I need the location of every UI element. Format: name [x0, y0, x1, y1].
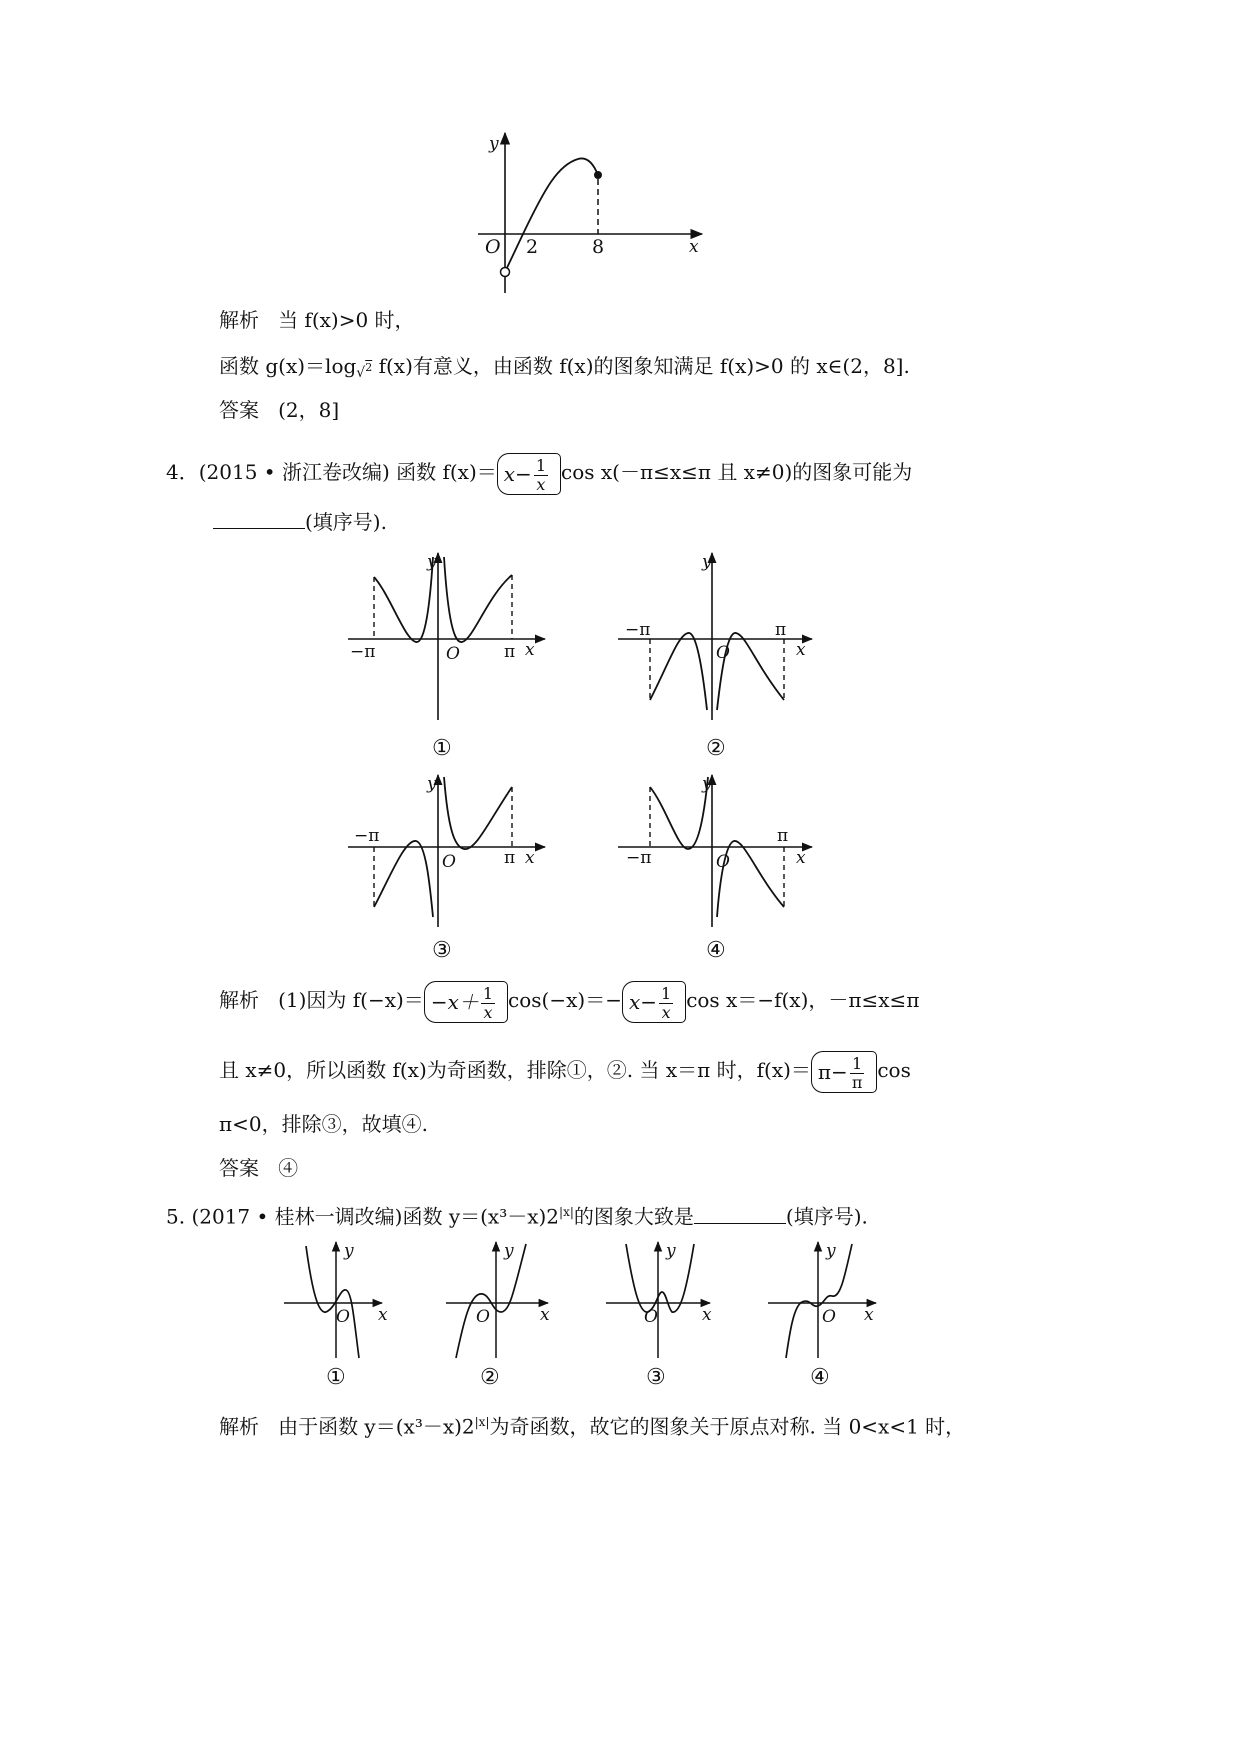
q4-answer: 答案 ④	[219, 1156, 299, 1180]
pi-label: π	[504, 642, 516, 662]
y-label: y	[427, 774, 437, 794]
tick-8: 8	[592, 236, 605, 258]
neg-pi-label: −π	[350, 642, 376, 662]
jiexi-label: 解析	[219, 308, 259, 332]
neg-pi-label: −π	[625, 620, 651, 640]
pi-label: π	[777, 826, 789, 846]
q5-graph-1	[284, 1241, 388, 1390]
origin-label: O	[485, 236, 501, 258]
x-label: x	[525, 848, 535, 868]
q4-graphs	[330, 545, 830, 965]
origin-label: O	[716, 643, 730, 663]
y-label: y	[702, 774, 712, 794]
q5-stem: 5. (2017 • 桂林一调改编)函数 $y=(x^3-x)2^{|x|}$的图象大致是 (填序号).	[166, 1204, 868, 1229]
x-label: x	[689, 237, 699, 257]
y-label: y	[427, 552, 437, 572]
graph-label-1: ①	[326, 1365, 346, 1390]
pi-label: π	[504, 848, 516, 868]
svg-text:y: y	[666, 1241, 676, 1261]
curve	[505, 158, 598, 272]
question-number: 4．	[166, 460, 199, 484]
graph-label-2: ②	[706, 736, 726, 761]
graph-label-3: ③	[432, 938, 452, 963]
answer-blank	[694, 1205, 786, 1224]
q5-graphs	[278, 1240, 898, 1400]
svg-text:y: y	[826, 1241, 836, 1261]
q4-jiexi-line2: 且 x≠0，所以函数 f(x)为奇函数，排除①，②. 当 x＝π 时，f(x)＝ π− $\frac{1}{\pi}$ cos	[219, 1048, 911, 1092]
answer-blank	[213, 510, 305, 529]
x-label: x	[796, 640, 806, 660]
q4-graph-4	[618, 774, 812, 963]
q5-graph-2	[446, 1241, 550, 1390]
neg-pi-label: −π	[626, 848, 652, 868]
origin-label: O	[716, 852, 730, 872]
q3-jiexi-line1: 解析 当 f(x)>0 时，	[219, 308, 415, 332]
tick-2: 2	[526, 236, 539, 258]
origin-label: O	[442, 852, 456, 872]
x-label: x	[525, 640, 535, 660]
jiexi-label: 解析	[219, 988, 259, 1012]
q3-answer: 答案 (2，8]	[219, 398, 340, 422]
graph-label-3: ③	[646, 1365, 666, 1390]
q4-graph-3	[348, 774, 545, 963]
q4-stem: 4．(2015 • 浙江卷改编) 函数 f(x)＝ x− $\frac{1}{x}$ cos x(－π≤x≤π 且 x≠0)的图象可能为	[166, 450, 912, 494]
svg-text:y: y	[344, 1241, 354, 1261]
figure-f-graph	[470, 125, 710, 300]
q4-jiexi-line1: 解析 (1)因为 f(−x)＝ −x＋ $\frac{1}{x}$ cos(−x)＝− x− $\frac{1}{x}$ cos x＝−f(x)，－π≤x≤π	[219, 978, 919, 1022]
svg-text:x: x	[540, 1305, 550, 1325]
svg-text:x: x	[378, 1305, 388, 1325]
q3-jiexi-line2: 函数 $g(x)=\log_{√^2}$ f(x)有意义，由函数 f(x)的图象知满足 f(x)>0 的 x∈(2，8].	[219, 354, 910, 381]
origin-label: O	[446, 644, 460, 664]
q4-graph-2	[618, 552, 812, 761]
q4-jiexi-line3: π<0，排除③，故填④.	[219, 1112, 428, 1136]
y-label: y	[489, 134, 499, 154]
svg-text:O: O	[822, 1307, 836, 1327]
q5-jiexi: 解析 由于函数 $y=(x^3-x)2^{|x|}$为奇函数，故它的图象关于原点对称. 当 0<x<1 时，	[219, 1414, 966, 1439]
q4-graph-1	[348, 552, 545, 761]
svg-text:y: y	[504, 1241, 514, 1261]
svg-text:O: O	[336, 1307, 350, 1327]
x-label: x	[796, 848, 806, 868]
graph-label-4: ④	[810, 1365, 830, 1390]
q4-fill: (填序号).	[213, 508, 387, 536]
pi-label: π	[775, 620, 787, 640]
graph-label-1: ①	[432, 736, 452, 761]
svg-text:O: O	[644, 1307, 658, 1327]
open-dot	[501, 268, 510, 277]
question-number: 5.	[166, 1204, 186, 1229]
svg-text:x: x	[864, 1305, 874, 1325]
neg-pi-label: −π	[354, 826, 380, 846]
graph-label-2: ②	[480, 1365, 500, 1390]
filled-dot	[594, 171, 602, 179]
svg-text:O: O	[476, 1307, 490, 1327]
svg-text:x: x	[702, 1305, 712, 1325]
q5-graph-3	[606, 1241, 712, 1390]
q5-graph-4	[768, 1241, 876, 1390]
jiexi-label: 解析	[219, 1414, 259, 1439]
answer-label: 答案	[219, 1156, 259, 1180]
graph-label-4: ④	[706, 938, 726, 963]
y-label: y	[702, 552, 712, 572]
answer-label: 答案	[219, 398, 259, 422]
sqrt2-icon: √2	[356, 361, 373, 381]
